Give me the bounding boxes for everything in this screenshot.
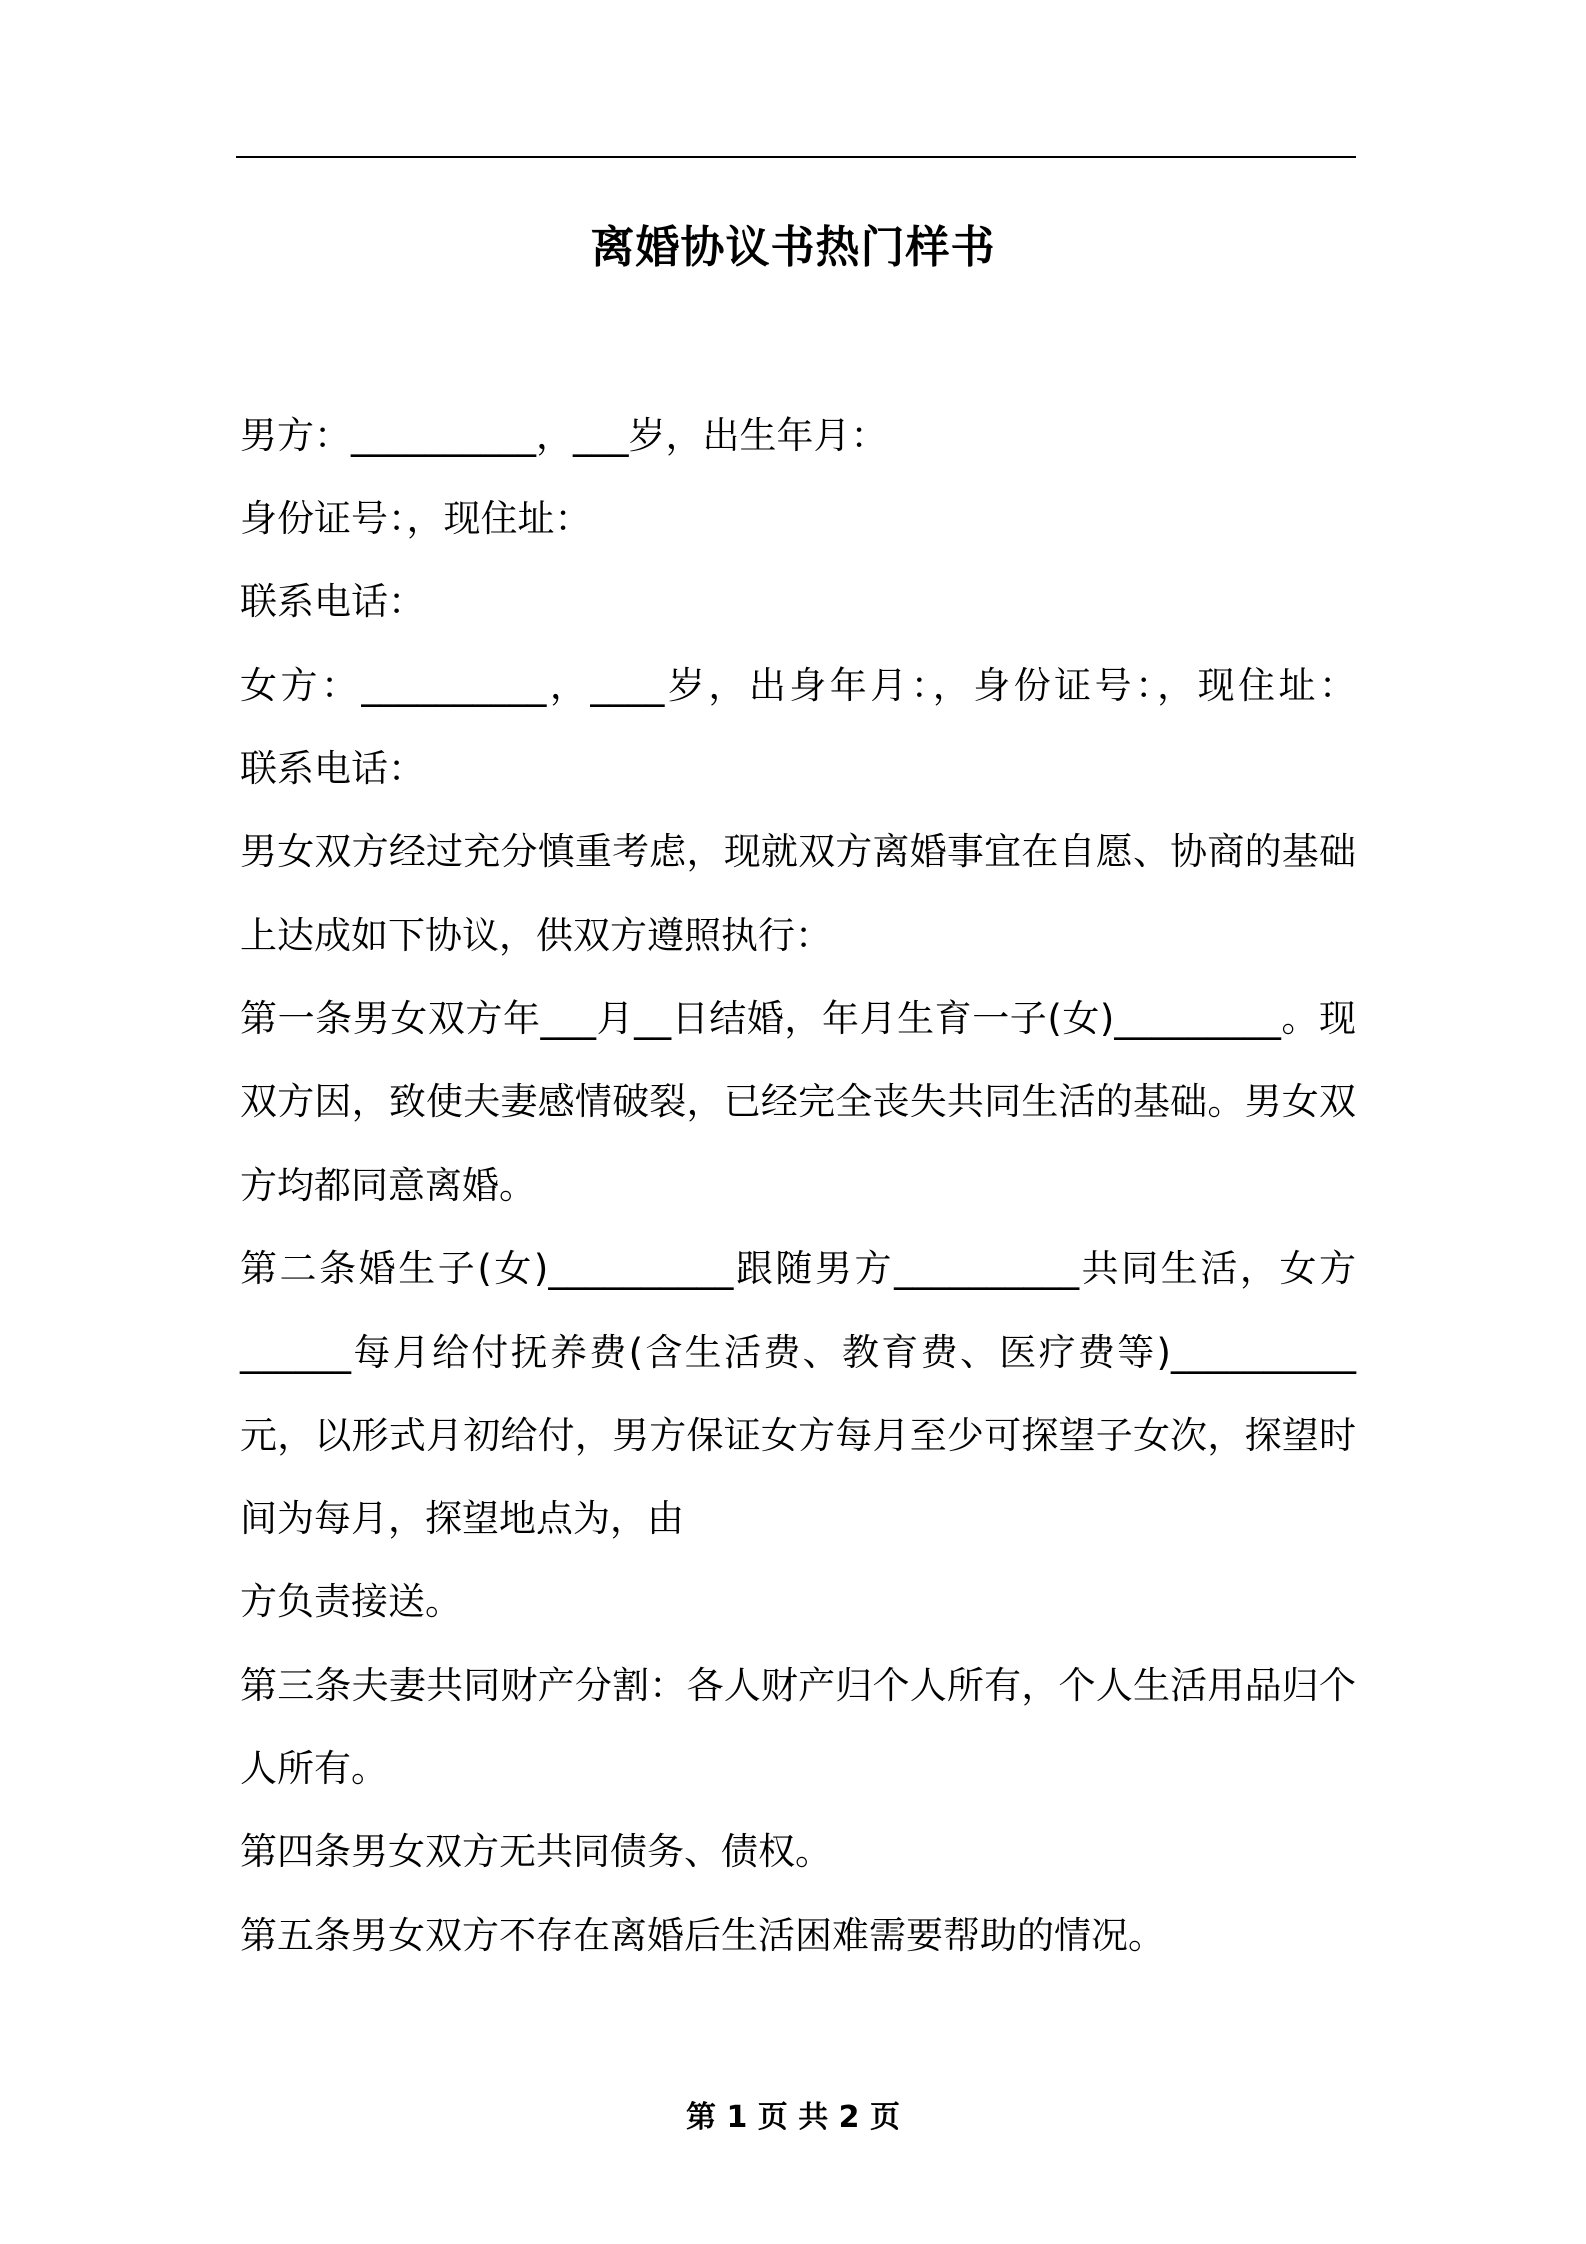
page-number-footer: 第 1 页 共 2 页: [686, 2100, 900, 2135]
text-line-male-phone: 联系电话：: [240, 580, 425, 623]
text-line-article-2e: 方负责接送。: [240, 1580, 462, 1623]
text-line-article-1b: 双方因，致使夫妻感情破裂，已经完全丧失共同生活的基础。男女双: [240, 1080, 1356, 1123]
text-line-male-id: 身份证号：，现住址：: [240, 497, 592, 540]
text-line-male-party: 男方：__________，___岁，出生年月：: [240, 414, 888, 457]
text-line-article-3b: 人所有。: [240, 1747, 388, 1790]
text-line-female-party: 女方：__________，____岁，出身年月：，身份证号：，现住址：: [240, 664, 1356, 707]
text-line-article-4: 第四条男女双方无共同债务、债权。: [240, 1830, 832, 1873]
text-line-article-5: 第五条男女双方不存在离婚后生活困难需要帮助的情况。: [240, 1914, 1165, 1957]
text-line-article-3a: 第三条夫妻共同财产分割：各人财产归个人所有，个人生活用品归个: [240, 1664, 1356, 1707]
text-line-article-2b: ______每月给付抚养费(含生活费、教育费、医疗费等)__________: [240, 1331, 1356, 1374]
text-line-article-2d: 间为每月，探望地点为，由: [240, 1497, 684, 1540]
text-line-preamble-1: 男女双方经过充分慎重考虑，现就双方离婚事宜在自愿、协商的基础: [240, 830, 1356, 873]
text-line-article-2a: 第二条婚生子(女)__________跟随男方__________共同生活，女方: [240, 1247, 1356, 1290]
text-line-article-1c: 方均都同意离婚。: [240, 1164, 536, 1207]
document-title: 离婚协议书热门样书: [590, 222, 996, 273]
header-rule: [236, 156, 1356, 158]
text-line-article-1a: 第一条男女双方年___月__日结婚，年月生育一子(女)_________。现: [240, 997, 1356, 1040]
text-line-preamble-2: 上达成如下协议，供双方遵照执行：: [240, 914, 832, 957]
text-line-female-phone: 联系电话：: [240, 747, 425, 790]
text-line-article-2c: 元，以形式月初给付，男方保证女方每月至少可探望子女次，探望时: [240, 1414, 1356, 1457]
